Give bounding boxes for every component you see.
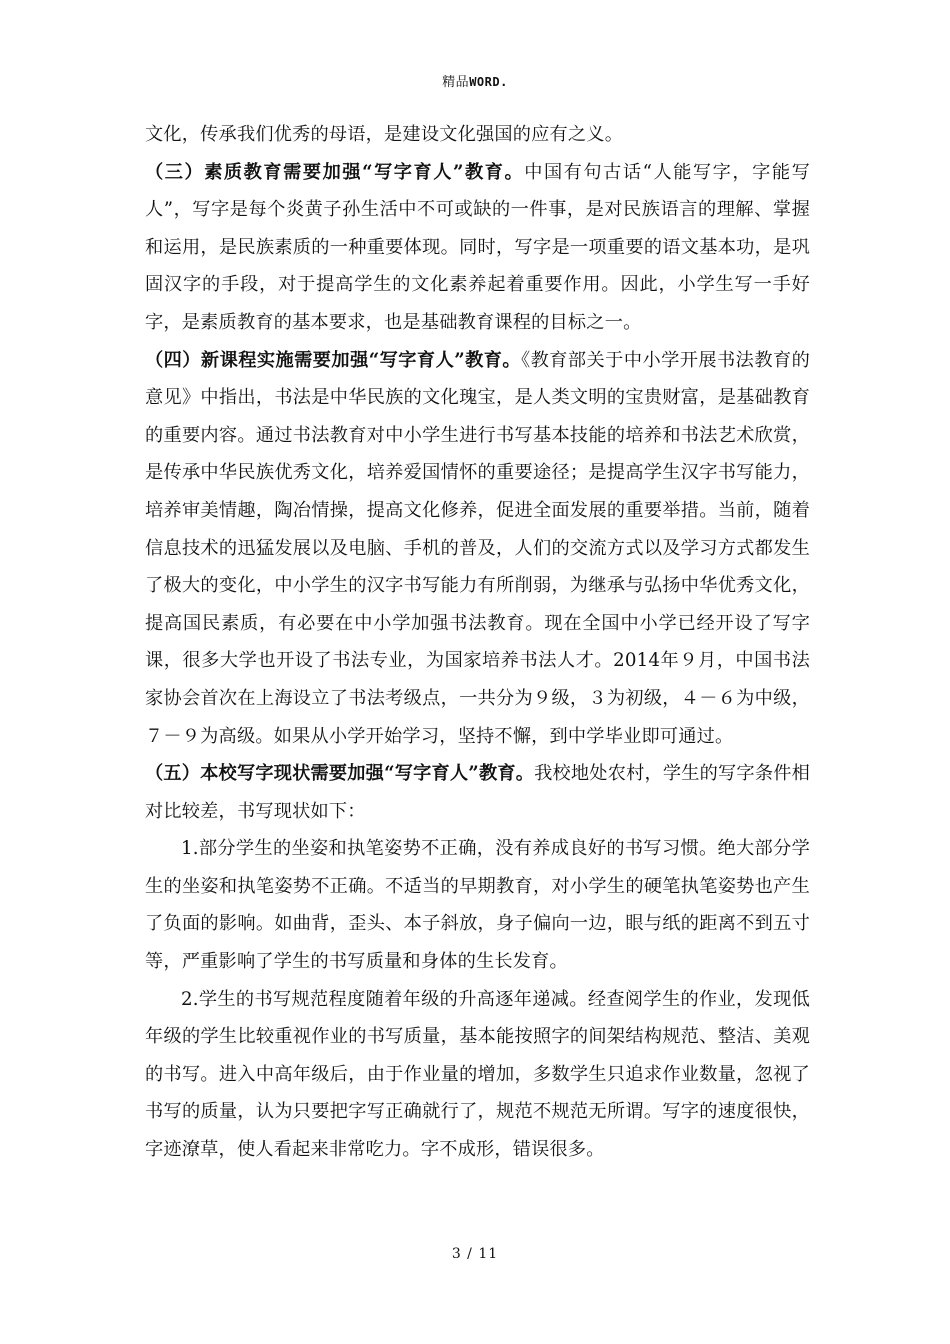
header-prefix: 精品 [442,75,470,90]
paragraph-section-4 [145,342,810,756]
paragraph-section-3 [145,154,810,342]
paragraph-body: 《教育部关于中小学开展书法教育的意见》中指出，书法是中华民族的文化瑰宝，是人类文明的宝贵财富，是基础教育的重要内容。通过书法教育对中小学生进行书写基本技能的培养和书法艺术欣赏，是传承中华民族优秀文化，培养爱国情怀的重要途径；是提高学生汉字书写能力，培养审美情趣，陶冶情操，提高文化修养，促进全面发展的重要举措。当前，随着信息技术的迅猛发展以及电脑、手机的普及，人们的交流方式以及学习方式都发生了极大的变化，中小学生的汉字书写能力有所削弱，为继承与弘扬中华优秀文化，提高国民素质，有必要在中小学加强书法教育。现在全国中小学已经开设了写字课，很多大学也开设了书法专业，为国家培养书法人才。2014年９月，中国书法家协会首次在上海设立了书法考级点，一共分为９级，３为初级，４－６为中级，７－９为高级。如果从小学开始学习，坚持不懈，到中学毕业即可通过。 [145,349,810,747]
section-heading: （四）新课程实施需要加强“写字育人”教育。 [145,349,522,371]
paragraph-body: 中国有句古话“人能写字，字能写人”，写字是每个炎黄子孙生活中不可或缺的一件事，是对民族语言的理解、掌握和运用，是民族素质的一种重要体现。同时，写字是一项重要的语文基本功，是巩固汉字的手段，对于提高学生的文化素养起着重要作用。因此，小学生写一手好字，是素质教育的基本要求，也是基础教育课程的目标之一。 [145,161,810,333]
paragraph-body: 我校地处农村，学生的写字条件相对比较差，书写现状如下： [145,763,810,822]
paragraph-section-5 [145,755,810,830]
list-item: 2.学生的书写规范程度随着年级的升高逐年递减。经查阅学生的作业，发现低年级的学生比较重视作业的书写质量，基本能按照字的间架结构规范、整洁、美观的书写。进入中高年级后，由于作业量的增加，多数学生只追求作业数量，忽视了书写的质量，认为只要把字写正确就行了，规范不规范无所谓。写字的速度很快，字迹潦草，使人看起来非常吃力。字不成形，错误很多。 [145,988,810,1161]
section-heading: （三）素质教育需要加强“写字育人”教育。 [145,161,525,183]
section-heading: （五）本校写字现状需要加强“写字育人”教育。 [145,763,535,785]
document-body [145,116,810,1169]
list-item: 1.部分学生的坐姿和执笔姿势不正确，没有养成良好的书写习惯。绝大部分学生的坐姿和执笔姿势不正确。不适当的早期教育，对小学生的硬笔执笔姿势也产生了负面的影响。如曲背，歪头、本子斜放，身子偏向一边，眼与纸的距离不到五寸等，严重影响了学生的书写质量和身体的生长发育。 [145,838,810,973]
paragraph-body: 文化，传承我们优秀的母语，是建设文化强国的应有之义。 [145,124,624,145]
header-brand: WORD. [469,75,508,89]
page-number: 3 / 11 [451,1246,499,1262]
paragraph-continuation [145,116,810,154]
page-header [0,71,950,90]
